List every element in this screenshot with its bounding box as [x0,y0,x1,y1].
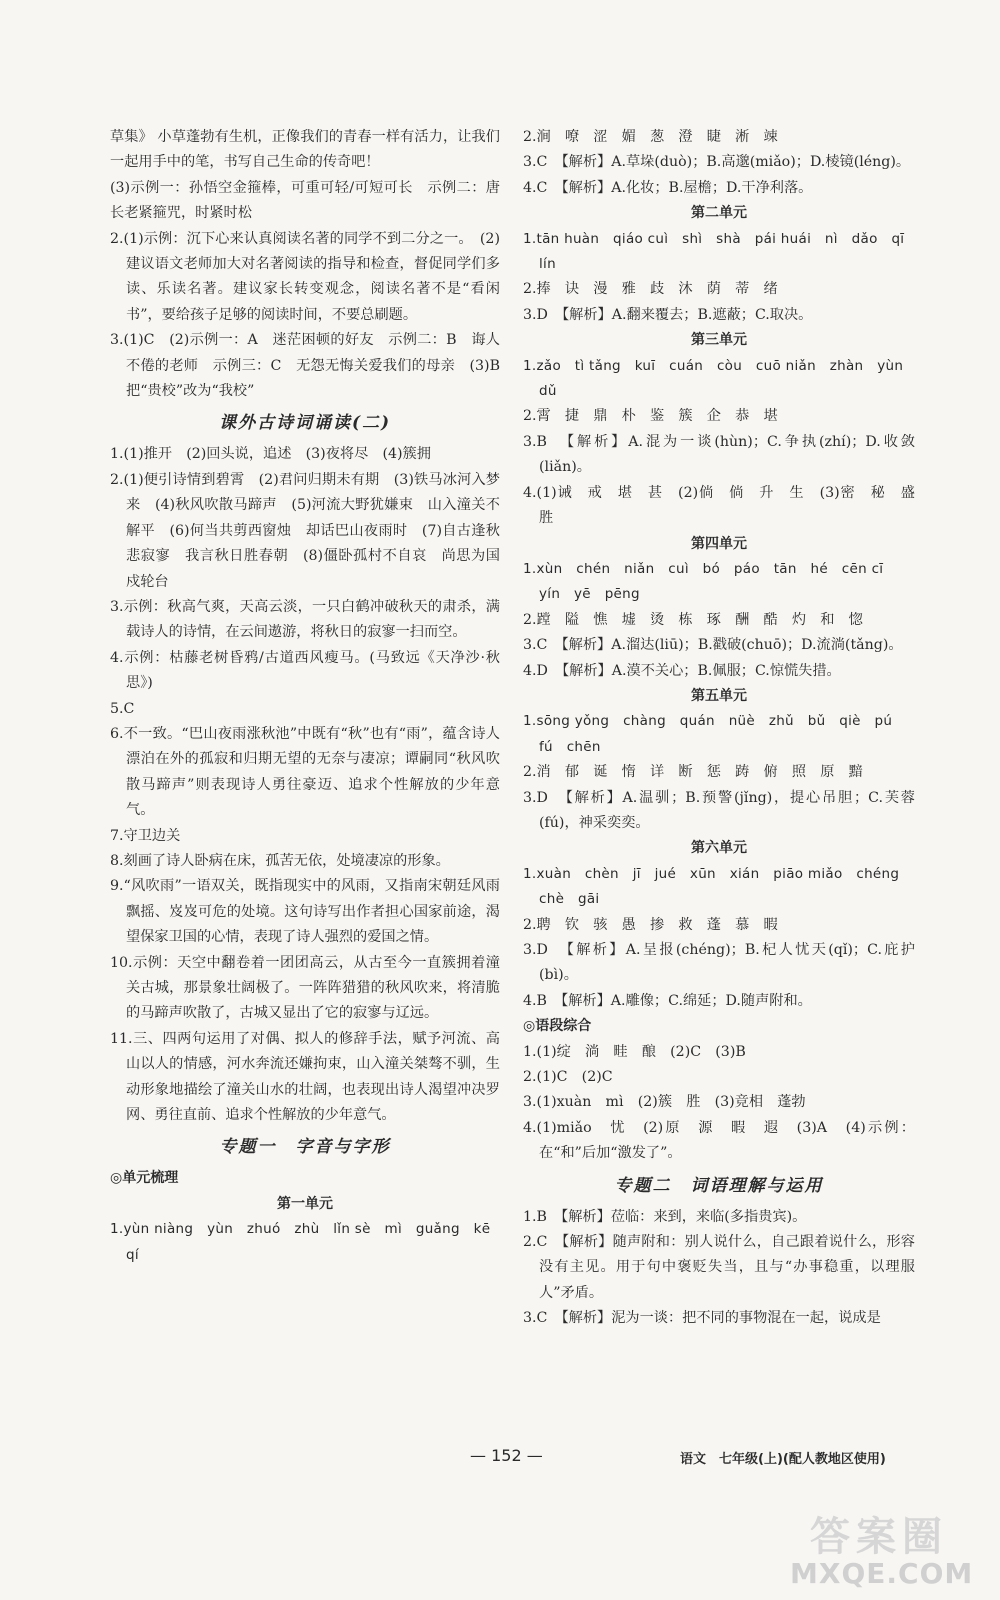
answer-item: 2.霄 捷 鼎 朴 鉴 簇 企 恭 堪 [523,408,778,425]
subsection-heading: ◎语段综合 [523,1018,592,1035]
answer-item: 4.C 【解析】A.化妆；B.屋檐；D.干净利落。 [523,179,813,196]
answer-item: 2.涧 嘹 涩 媚 葱 澄 睫 淅 竦 [523,129,778,145]
section-title: 课外古诗词诵读(二) [218,413,392,434]
unit-heading: 第四单元 [691,535,747,552]
answer-paragraph: (3)示例一：孙悟空金箍棒，可重可轻/可短可长 示例二：唐长老紧箍咒，时紧时松 [110,179,500,222]
book-subject-label: 语文 七年级(上)(配人教地区使用) [680,1452,886,1467]
answer-item: 4.(1)miǎo 忧 (2)原 源 暇 遐 (3)A (4)示例：在“和”后加“激发了”。 [523,1119,915,1162]
watermark-text-bottom: MXQE.COM [790,1557,974,1590]
answer-item: 2.蹚 隘 憔 墟 烫 栋 琢 酬 酷 灼 和 惚 [523,611,863,628]
section-title: 专题一 字音与字形 [219,1137,391,1158]
pinyin-answer: 1.xuàn chèn jī jué xūn xián piāo miǎo chéng chè gāi [523,865,900,908]
pinyin-answer: 1.zǎo tì tǎng kuī cuán còu cuō niǎn zhàn yùn dǔ [523,357,918,400]
answer-item: 3.示例：秋高气爽，天高云淡，一只白鹤冲破秋天的肃杀，满载诗人的诗情，在云间遨游，将秋日的寂寥一扫而空。 [110,598,500,641]
answer-item: 4.示例：枯藤老树昏鸦/古道西风瘦马。(马致远《天净沙·秋思》) [110,649,500,692]
answer-item: 1.(1)推开 (2)回头说，追述 (3)夜将尽 (4)簇拥 [110,446,431,463]
answer-item: 3.C 【解析】A.草垛(duò)；B.高邈(miǎo)；D.棱镜(léng)。 [523,154,911,171]
answer-item: 1.(1)绽 淌 畦 酿 (2)C (3)B [523,1043,746,1060]
answer-item: 3.D 【解析】A.温驯；B.预警(jǐng)，提心吊胆；C.芙蓉(fú)，神采奕奕。 [523,789,915,831]
subsection-heading: ◎单元梳理 [110,1170,179,1187]
answer-item: 7.守卫边关 [110,827,181,844]
watermark-text-top: 答案圈 [810,1514,948,1560]
pinyin-answer: 1.tān huàn qiáo cuì shì shà pái huái nì dǎo qī lín [523,230,919,273]
answer-item: 2.捧 诀 漫 雅 歧 沐 荫 蒂 绪 [523,281,778,298]
unit-heading: 第二单元 [691,205,747,222]
right-column [523,125,930,1332]
answer-item: 2.消 郁 诞 惰 详 断 惩 踌 俯 照 原 黯 [523,764,863,781]
pinyin-answer: 1.xùn chén niǎn cuì bó páo tān hé cēn cī yín yē pēng [523,560,898,603]
answer-item: 10.示例：天空中翻卷着一团团高云，从古至今一直簇拥着潼关古城，那景象壮阔极了。一阵阵猎猎的秋风吹来，将清脆的马蹄声吹散了，古城又显出了它的寂寥与辽远。 [110,954,500,1022]
answer-item: 11.三、四两句运用了对偶、拟人的修辞手法，赋予河流、高山以人的情感，河水奔流还嫌拘束，山入潼关桀骜不驯，生动形象地描绘了潼关山水的壮阔，也表现出诗人渴望冲决罗网、勇往直前、追求个性解放的少年意气。 [110,1030,500,1124]
unit-heading: 第三单元 [691,332,747,349]
answer-item: 3.B 【解析】A.混为一谈(hùn)；C.争执(zhí)；D.收敛(liǎn)。 [523,433,915,476]
answer-item: 3.D 【解析】A.翻来覆去；B.遮蔽；C.取决。 [523,306,813,323]
answer-item: 2.(1)示例：沉下心来认真阅读名著的同学不到二分之一。 (2)建议语文老师加大对名著阅读的指导和检查，督促同学们多读、乐读名著。建议家长转变观念，阅读名著不是“看闲书”，要给孩子足够的阅读时间，不要总刷题。 [110,230,500,323]
answer-item: 3.(1)C (2)示例一：A 迷茫困顿的好友 示例二：B 诲人不倦的老师 示例三：C 无怨无悔关爱我们的母亲 (3)B 把“贵校”改为“我校” [110,332,515,400]
pinyin-answer: 1.yùn niàng yùn zhuó zhù lǐn sè mì guǎng kē qí [110,1221,505,1263]
answer-item: 3.(1)xuàn mì (2)簇 胜 (3)竞相 蓬勃 [523,1094,806,1111]
pinyin-answer: 1.sōng yǒng chàng quán nüè zhǔ bǔ qiè pú fú chēn [523,713,907,755]
answer-item: 2.(1)便引诗情到碧霄 (2)君问归期未有期 (3)铁马冰河入梦来 (4)秋风吹散马蹄声 (5)河流大野犹嫌束 山入潼关不解平 (6)何当共剪西窗烛 却话巴山夜雨时 (7)自古逢秋悲寂寥 我言秋日胜春朝 (8)僵卧孤村不自哀 尚思为国戍轮台 [110,471,500,590]
unit-heading: 第五单元 [691,687,747,704]
answer-item: 2.(1)C (2)C [523,1069,613,1086]
answer-paragraph: 草集》 小草蓬勃有生机，正像我们的青春一样有活力，让我们一起用手中的笔，书写自己生命的传奇吧！ [110,129,500,171]
unit-heading: 第六单元 [691,840,747,857]
answer-item: 2.C 【解析】随声附和：别人说什么，自己跟着说什么，形容没有主见。用于句中褒贬失当，且与“办事稳重，以理服人”矛盾。 [523,1234,915,1301]
page-number: — 152 — [470,1446,543,1465]
answer-item: 4.D 【解析】A.漠不关心；B.佩服；C.惊慌失措。 [523,662,841,679]
answer-item: 4.B 【解析】A.雕像；C.绵延；D.随声附和。 [523,992,812,1009]
answer-item: 8.刻画了诗人卧病在床，孤苦无依，处境凄凉的形象。 [110,852,450,869]
watermark-logo [790,1505,990,1595]
answer-item: 4.(1)诫 戒 堪 甚 (2)倘 倘 升 生 (3)密 秘 盛 胜 [523,484,930,527]
unit-heading: 第一单元 [277,1195,333,1212]
answer-item: 6.不一致。“巴山夜雨涨秋池”中既有“秋”也有“雨”，蕴含诗人漂泊在外的孤寂和归期无望的无奈与凄凉；谭嗣同“秋风吹散马蹄声”则表现诗人勇往豪迈、追求个性解放的少年意气。 [110,725,500,819]
answer-item: 3.D 【解析】A.呈报(chéng)；B.杞人忧天(qǐ)；C.庇护(bì)。 [523,942,915,984]
page-footer [0,1442,1000,1472]
section-title: 专题二 词语理解与运用 [614,1175,824,1196]
answer-item: 9.“风吹雨”一语双关，既指现实中的风雨，又指南宋朝廷风雨飘摇、岌岌可危的处境。这句诗写出作者担心国家前途，渴望保家卫国的心情，表现了诗人强烈的爱国之情。 [110,878,500,946]
answer-item: 2.聘 钦 骇 愚 掺 救 蓬 慕 暇 [523,916,778,933]
answer-item: 1.B 【解析】莅临：来到，来临(多指贵宾)。 [523,1208,807,1225]
left-column [110,125,515,1268]
answer-item: 3.C 【解析】A.溜达(liū)；B.戳破(chuō)；D.流淌(tǎng)。 [523,637,903,654]
answer-item: 5.C [110,700,135,717]
answer-item: 3.C 【解析】泥为一谈：把不同的事物混在一起，说成是 [523,1310,881,1327]
